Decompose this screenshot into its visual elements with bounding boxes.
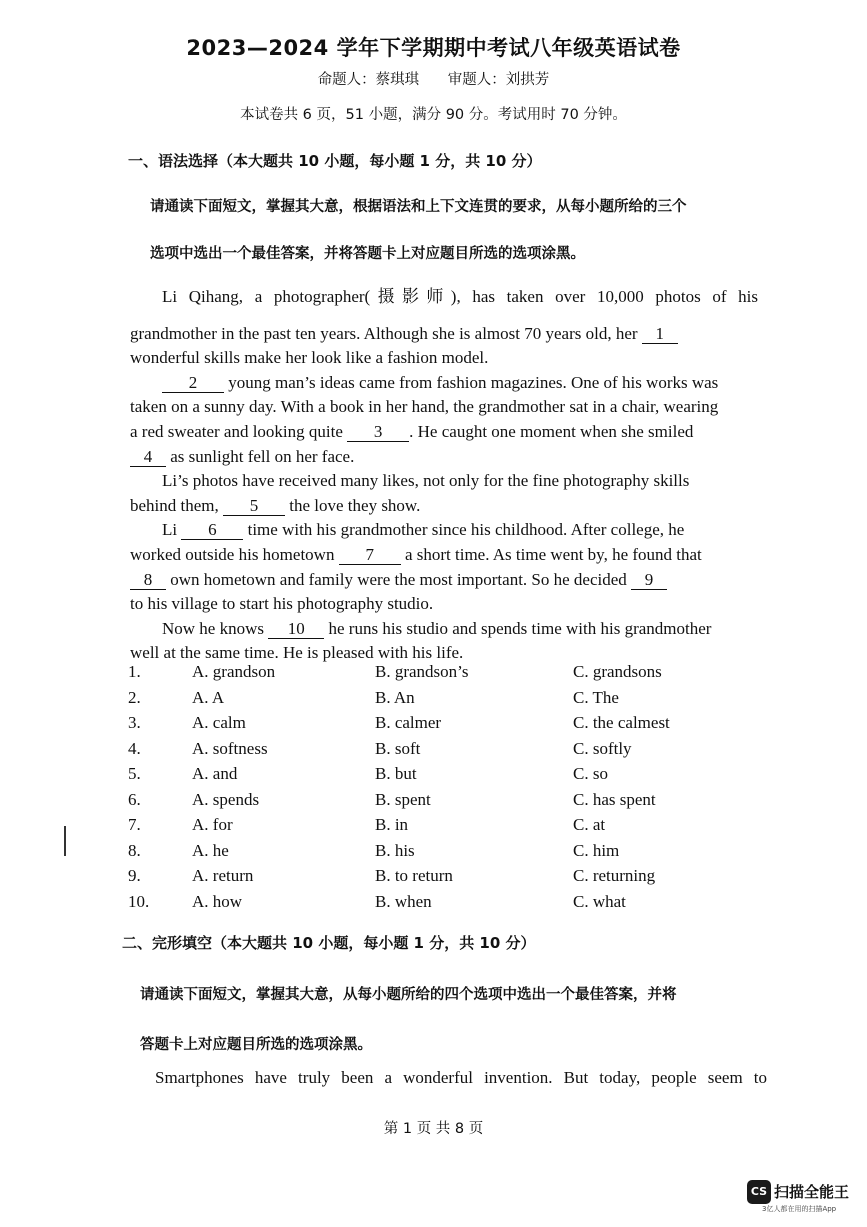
scan-mark <box>64 826 66 856</box>
option-a: A. return <box>192 866 254 885</box>
option-number: 10. <box>128 891 150 911</box>
option-c: C. grandsons <box>573 662 662 681</box>
option-a: A. how <box>192 891 243 911</box>
passage-line: Now he knows 10 he runs his studio and spends time with his grandmother <box>162 618 712 638</box>
section1-heading: 一、语法选择（本大题共 10 小题，每小题 1 分，共 10 分） <box>128 152 542 170</box>
passage-line: wonderful skills make her look like a fashion model. <box>130 348 489 368</box>
option-c: C. the calmest <box>573 713 670 732</box>
passage-line: Li’s photos have received many likes, not only for the fine photography skills <box>162 471 690 491</box>
option-number: 3. <box>128 713 141 732</box>
blank-10: 10 <box>268 620 324 639</box>
section2-passage <box>155 1066 767 1091</box>
option-a: A. for <box>192 815 233 834</box>
option-a: A. A <box>192 687 225 707</box>
passage-line: 8 own hometown and family were the most important. So he decided 9 <box>130 568 758 593</box>
option-b: B. An <box>375 687 415 707</box>
option-c: C. what <box>573 891 626 911</box>
option-c: C. softly <box>573 738 632 758</box>
option-b: B. grandson’s <box>375 662 469 681</box>
passage-line: worked outside his hometown 7 a short time. As time went by, he found that <box>130 544 702 564</box>
option-a: A. and <box>192 764 238 783</box>
option-c: C. so <box>573 764 608 783</box>
option-b: B. but <box>375 764 417 783</box>
option-b: B. spent <box>375 789 431 809</box>
blank-4: 4 <box>130 448 166 467</box>
option-number: 2. <box>128 687 141 707</box>
author-line <box>0 68 867 89</box>
section1-instruction-2: 选项中选出一个最佳答案，并将答题卡上对应题目所选的选项涂黑。 <box>150 246 585 262</box>
exam-info: 本试卷共 6 页，51 小题，满分 90 分。考试用时 70 分钟。 <box>240 107 627 123</box>
option-c: C. at <box>573 815 606 834</box>
option-a: A. grandson <box>192 662 276 681</box>
camscanner-logo-icon: CS <box>747 1180 771 1204</box>
passage-line: grandmother in the past ten years. Although she is almost 70 years old, her 1 <box>130 322 758 347</box>
blank-5: 5 <box>223 497 285 516</box>
passage-line: a red sweater and looking quite 3 . He caught one moment when she smiled <box>130 421 694 441</box>
section2-heading: 二、完形填空（本大题共 10 小题，每小题 1 分，共 10 分） <box>122 934 536 952</box>
reviewer-label: 审题人：刘拱芳 <box>447 72 550 88</box>
option-number: 6. <box>128 789 141 809</box>
exam-title: 2023—2024 学年下学期期中考试八年级英语试卷 <box>186 36 681 60</box>
passage-line: behind them, 5 the love they show. <box>130 495 421 515</box>
option-b: B. his <box>375 840 415 860</box>
option-c: C. has spent <box>573 789 656 809</box>
section2-instruction-2: 答题卡上对应题目所选的选项涂黑。 <box>140 1037 372 1053</box>
option-b: B. to return <box>375 866 453 885</box>
option-c: C. The <box>573 687 619 707</box>
option-a: A. spends <box>192 789 260 809</box>
passage-line: Smartphones have truly been a wonderful invention. But today, people seem to <box>155 1068 767 1087</box>
passage-line: taken on a sunny day. With a book in her hand, the grandmother sat in a chair, wearing <box>130 397 719 417</box>
passage-line: Li Qihang, a photographer(摄影师), has taken over 10,000 photos of his <box>162 287 758 306</box>
passage-line: well at the same time. He is pleased with his life. <box>130 643 464 663</box>
passage-line: 4 as sunlight fell on her face. <box>130 445 758 470</box>
blank-1: 1 <box>642 325 678 344</box>
option-number: 5. <box>128 764 141 783</box>
option-b: B. in <box>375 815 409 834</box>
camscanner-name: 扫描全能王 <box>774 1183 850 1201</box>
blank-2: 2 <box>162 374 224 393</box>
option-b: B. when <box>375 891 432 911</box>
blank-7: 7 <box>339 546 401 565</box>
option-a: A. he <box>192 840 229 860</box>
camscanner-tagline: 3亿人都在用的扫描App <box>762 1205 837 1213</box>
blank-9: 9 <box>631 571 667 590</box>
passage-line: to his village to start his photography studio. <box>130 594 434 614</box>
option-b: B. calmer <box>375 713 442 732</box>
section1-instruction-1: 请通读下面短文，掌握其大意，根据语法和上下文连贯的要求，从每小题所给的三个 <box>150 199 687 215</box>
blank-6: 6 <box>181 521 243 540</box>
option-c: C. returning <box>573 866 656 885</box>
passage-line: Li 6 time with his grandmother since his childhood. After college, he <box>162 520 685 540</box>
option-number: 4. <box>128 738 141 758</box>
option-number: 8. <box>128 840 141 860</box>
option-number: 1. <box>128 662 141 681</box>
option-a: A. softness <box>192 738 268 758</box>
option-number: 7. <box>128 815 141 834</box>
blank-3: 3 <box>347 423 409 442</box>
option-c: C. him <box>573 840 620 860</box>
option-a: A. calm <box>192 713 246 732</box>
section2-instruction-1: 请通读下面短文，掌握其大意，从每小题所给的四个选项中选出一个最佳答案，并将 <box>140 987 677 1003</box>
option-b: B. soft <box>375 738 421 758</box>
setter-label: 命题人：蔡琪琪 <box>317 72 420 88</box>
section1-passage <box>130 285 758 666</box>
option-number: 9. <box>128 866 141 885</box>
page-number: 第 1 页 共 8 页 <box>383 1121 484 1137</box>
blank-8: 8 <box>130 571 166 590</box>
passage-line: 2 young man’s ideas came from fashion magazines. One of his works was <box>130 371 758 396</box>
